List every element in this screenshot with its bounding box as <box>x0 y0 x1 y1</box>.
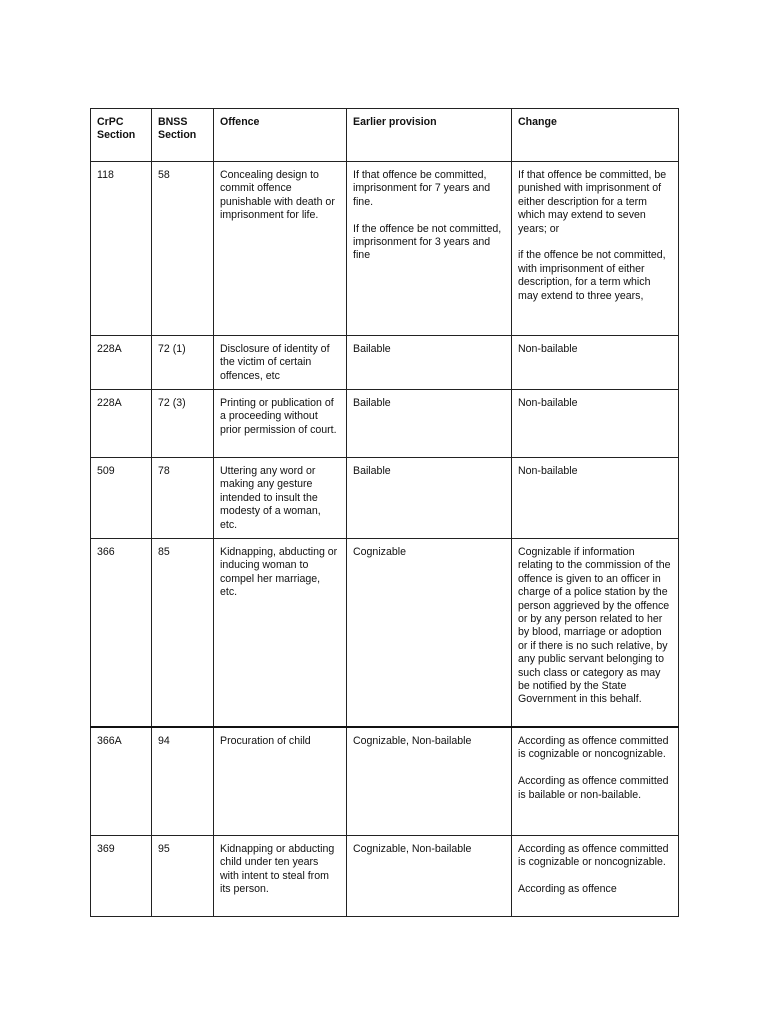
earlier-provision-text: Bailable <box>353 465 391 477</box>
change-cell <box>512 162 679 336</box>
offence-cell: Kidnapping, abducting or inducing woman to compel her marriage, etc. <box>214 539 347 728</box>
header-bnss-section: BNSS Section <box>152 109 214 162</box>
bnss-section-cell: 94 <box>152 727 214 836</box>
earlier-provision-text: Cognizable, Non-bailable <box>353 735 472 747</box>
bnss-section-cell: 72 (3) <box>152 390 214 458</box>
table-row <box>91 162 679 336</box>
table-row <box>91 727 679 836</box>
offence-cell: Uttering any word or making any gesture intended to insult the modesty of a woman, etc. <box>214 458 347 539</box>
document-page <box>90 108 678 917</box>
change-text: According as offence <box>518 883 617 896</box>
change-text: If that offence be committed, be punished with imprisonment of either description for a term which may extend to seven years; or <box>518 169 667 235</box>
crpc-section-cell: 366 <box>91 539 152 728</box>
table-row <box>91 836 679 917</box>
header-earlier-provision: Earlier provision <box>347 109 512 162</box>
earlier-provision-text: Cognizable, Non-bailable <box>353 843 472 855</box>
change-cell <box>512 727 679 836</box>
bnss-section-cell: 78 <box>152 458 214 539</box>
offence-cell: Kidnapping or abducting child under ten years with intent to steal from its person. <box>214 836 347 917</box>
offence-cell: Printing or publication of a proceeding without prior permission of court. <box>214 390 347 458</box>
change-text: According as offence committed is bailable or non-bailable. <box>518 775 669 801</box>
crpc-section-cell: 228A <box>91 336 152 390</box>
earlier-provision-cell <box>347 390 512 458</box>
crpc-section-cell: 509 <box>91 458 152 539</box>
offence-cell: Disclosure of identity of the victim of certain offences, etc <box>214 336 347 390</box>
earlier-provision-text: Bailable <box>353 343 391 355</box>
earlier-provision-cell <box>347 836 512 917</box>
earlier-provision-text: Bailable <box>353 397 391 409</box>
change-cell <box>512 390 679 458</box>
crpc-section-cell: 369 <box>91 836 152 917</box>
offence-comparison-table <box>90 108 679 917</box>
change-cell <box>512 539 679 728</box>
bnss-section-cell: 58 <box>152 162 214 336</box>
earlier-provision-text: Cognizable <box>353 546 407 558</box>
earlier-provision-text: If the offence be not committed, imprisonment for 3 years and fine <box>353 222 502 262</box>
crpc-section-cell: 228A <box>91 390 152 458</box>
earlier-provision-cell <box>347 336 512 390</box>
table-row <box>91 336 679 390</box>
change-text: According as offence committed is cognizable or noncognizable. <box>518 735 669 761</box>
change-cell <box>512 836 679 917</box>
table-header-row <box>91 109 679 162</box>
earlier-provision-cell <box>347 539 512 728</box>
bnss-section-cell: 95 <box>152 836 214 917</box>
earlier-provision-cell <box>347 458 512 539</box>
change-text: Non-bailable <box>518 465 578 477</box>
offence-cell: Procuration of child <box>214 727 347 836</box>
table-row <box>91 458 679 539</box>
earlier-provision-cell <box>347 162 512 336</box>
offence-cell: Concealing design to commit offence punishable with death or imprisonment for life. <box>214 162 347 336</box>
change-text: Cognizable if information relating to the commission of the offence is given to an officer in charge of a police station by the person aggrieved by the offence or by any person related to her by blood, marriage or adoption or if there is no such relative, by any public servant belonging to such class or category as may be notified by the State Government in this behalf. <box>518 546 671 706</box>
change-text: Non-bailable <box>518 343 578 355</box>
earlier-provision-text: If that offence be committed, imprisonment for 7 years and fine. <box>353 169 491 208</box>
change-text: According as offence committed is cognizable or noncognizable. <box>518 843 669 869</box>
header-change: Change <box>512 109 679 162</box>
header-offence: Offence <box>214 109 347 162</box>
table-row <box>91 539 679 728</box>
header-crpc-section: CrPC Section <box>91 109 152 162</box>
table-row <box>91 390 679 458</box>
crpc-section-cell: 118 <box>91 162 152 336</box>
change-text: if the offence be not committed, with imprisonment of either description, for a term which may extend to three years, <box>518 249 666 302</box>
change-cell <box>512 336 679 390</box>
change-cell <box>512 458 679 539</box>
earlier-provision-cell <box>347 727 512 836</box>
crpc-section-cell: 366A <box>91 727 152 836</box>
bnss-section-cell: 85 <box>152 539 214 728</box>
bnss-section-cell: 72 (1) <box>152 336 214 390</box>
change-text: Non-bailable <box>518 397 578 409</box>
